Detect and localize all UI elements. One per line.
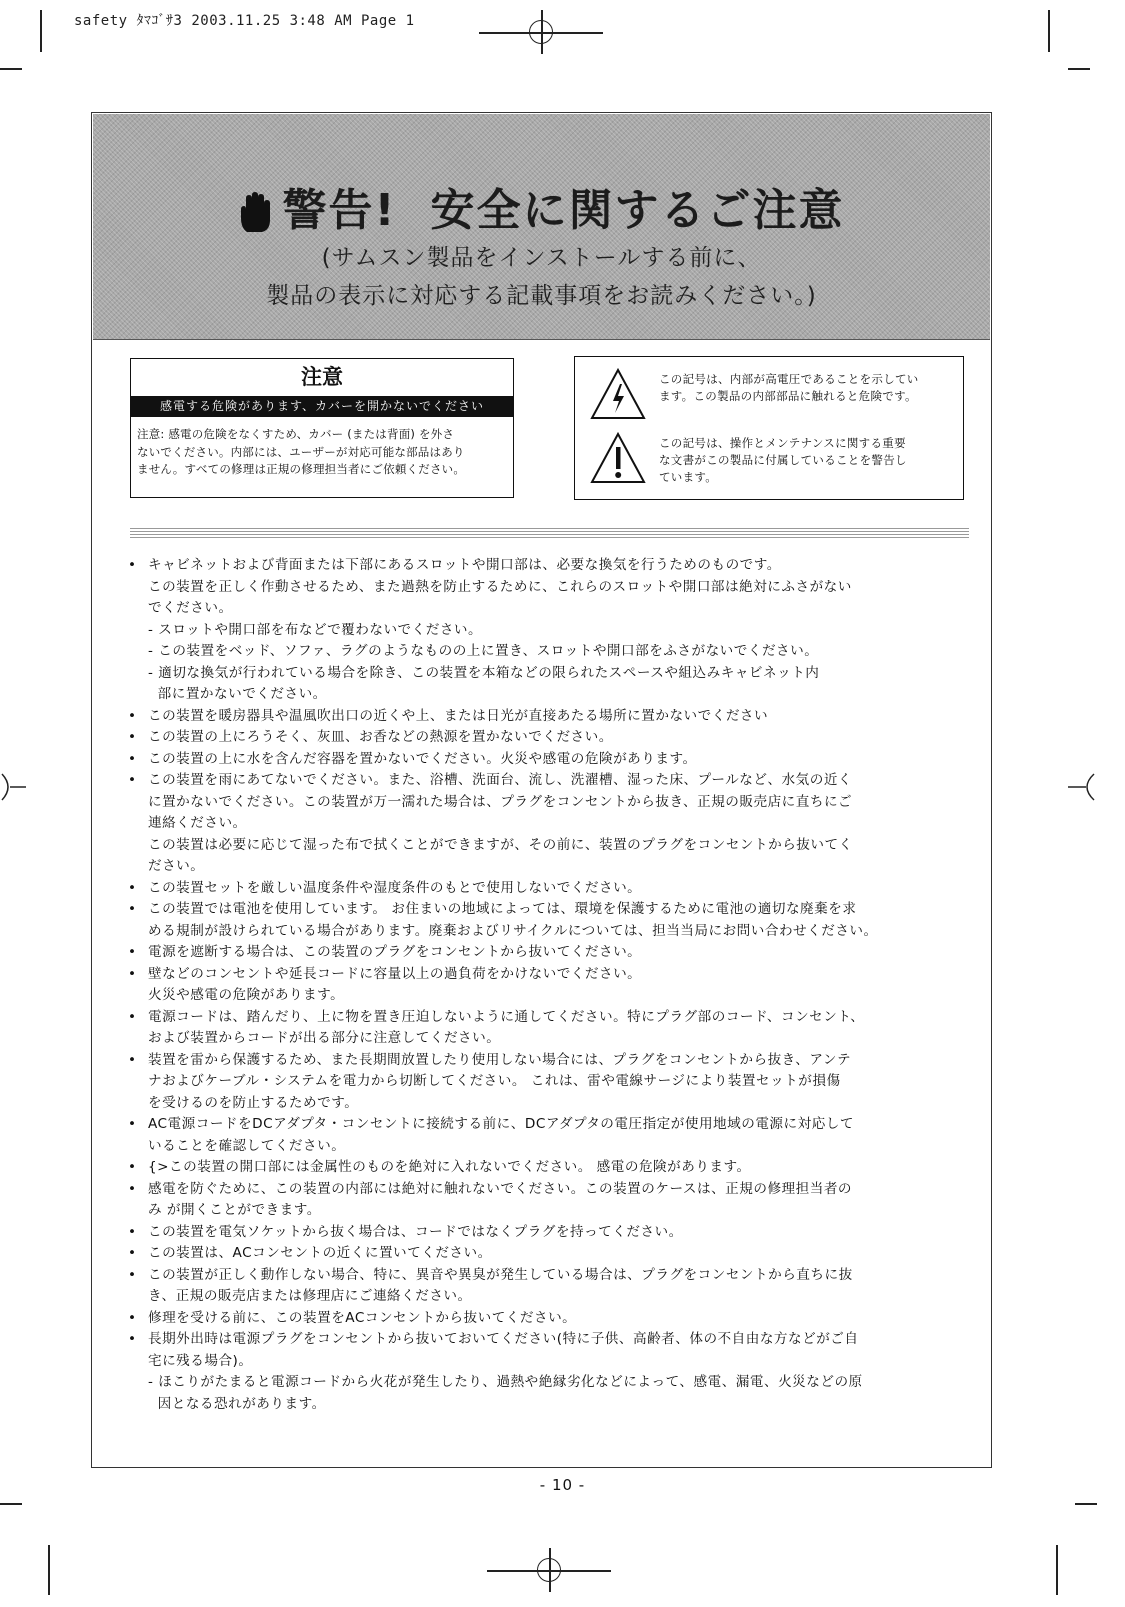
crop-mark [1075, 1503, 1097, 1505]
bullet-item [121, 1157, 983, 1179]
bullet-item [121, 1179, 983, 1222]
symbol-text-line: ます。この製品の内部部品に触れると危険です。 [659, 389, 917, 403]
warning-banner [93, 114, 990, 340]
bullet-item [121, 706, 983, 728]
bullet-dot: • [128, 1008, 137, 1025]
bullet-dot: • [128, 1116, 137, 1132]
bullet-dot: • [128, 1051, 137, 1068]
item-line: この装置の上にろうそく、灰皿、お香などの熱源を置かないでください。 [148, 729, 613, 745]
bullet-dot: • [128, 1245, 137, 1261]
item-line: キャビネットおよび背面または下部にあるスロットや開口部は、必要な換気を行うためのものです。 [148, 557, 781, 573]
bullet-item [121, 878, 983, 900]
bullet-dot: • [128, 1266, 137, 1283]
item-line: この装置は必要に応じて湿った布で拭くことができますが、その前に、装置のプラグをコンセントから抜いてく [148, 836, 853, 853]
bullet-dot: • [128, 901, 137, 917]
bullet-item [121, 770, 983, 878]
item-line: 装置を雷から保護するため、また長期間放置したり使用しない場合には、プラグをコンセントから抜き、アンテ [148, 1051, 852, 1068]
bullet-item [121, 899, 983, 942]
item-line: この装置が正しく動作しない場合、特に、異音や異臭が発生している場合は、プラグをコンセントから直ちに抜 [148, 1266, 853, 1283]
symbol-text-line: な文書がこの製品に付属していることを警告し [659, 453, 907, 467]
crop-mark [40, 10, 42, 52]
bullet-dot: • [128, 1223, 137, 1240]
sub-item [121, 663, 983, 706]
lightning-description [659, 371, 955, 405]
item-line: - スロットや開口部を布などで覆わないでください。 [148, 621, 483, 638]
caution-heading: 注意 [301, 365, 343, 389]
bullet-item [121, 964, 983, 1007]
item-line: および装置からコードが出る部分に注意してください。 [148, 1030, 501, 1046]
registration-mark [527, 1548, 571, 1592]
bullet-dot: • [128, 1309, 137, 1326]
crop-mark [1056, 1545, 1058, 1595]
item-line: 電源を遮断する場合は、この装置のプラグをコンセントから抜いてください。 [148, 944, 642, 960]
banner-subtitle-2: 製品の表示に対応する記載事項をお読みください。) [266, 283, 817, 309]
safety-instruction-list [121, 555, 983, 1415]
print-slug: safety ﾀﾏｺﾞｻ3 2003.11.25 3:48 AM Page 1 [74, 13, 415, 29]
bullet-item [121, 749, 983, 771]
crop-mark [0, 68, 22, 70]
bullet-dot: • [128, 1159, 137, 1175]
banner-subtitle-1: (サムスン製品をインストールする前に、 [321, 245, 762, 271]
exclamation-warning-icon [589, 431, 647, 485]
bullet-item [121, 1007, 983, 1050]
banner-title-safety: 安全に関するご注意 [430, 185, 845, 236]
item-line: この装置を暖房器具や温風吹出口の近くや上、または日光が直接あたる場所に置かないでください [148, 707, 769, 724]
bullet-dot: • [128, 1180, 137, 1197]
bullet-dot: • [128, 965, 137, 982]
item-line: 宅に残る場合)。 [148, 1352, 253, 1369]
crop-mark [48, 1545, 50, 1595]
bullet-dot: • [128, 772, 137, 788]
caution-banner: 感電する危険があります、カバーを開かないでください [131, 396, 513, 417]
sub-item [121, 620, 983, 642]
bullet-item [121, 942, 983, 964]
item-line: この装置を正しく作動させるため、また過熱を防止するために、これらのスロットや開口部は絶対にふさがない [148, 578, 852, 595]
side-registration-mark [0, 772, 26, 802]
sub-item [121, 641, 983, 663]
bullet-item [121, 555, 983, 620]
bullet-item [121, 1114, 983, 1157]
item-line: でください。 [148, 600, 233, 616]
item-line: 長期外出時は電源プラグをコンセントから抜いておいてください(特に子供、高齢者、体の不自由な方などがご自 [148, 1331, 859, 1347]
sub-item [121, 1372, 983, 1415]
section-divider [130, 528, 969, 538]
item-line: この装置セットを厳しい温度条件や湿度条件のもとで使用しないでください。 [148, 879, 642, 896]
item-line: き、正規の販売店または修理店にご連絡ください。 [148, 1288, 472, 1304]
exclamation-description [659, 435, 955, 486]
page-number: - 10 - [539, 1476, 586, 1494]
page-frame [91, 112, 992, 1468]
item-line: この装置を雨にあてないでください。また、浴槽、洗面台、流し、洗濯槽、湿った床、プールなど、水気の近く [148, 772, 853, 788]
bullet-item [121, 1050, 983, 1115]
item-line: この装置は、ACコンセントの近くに置いてください。 [148, 1245, 492, 1261]
bullet-item [121, 1329, 983, 1372]
symbol-row-lightning [575, 365, 963, 425]
side-registration-mark [1068, 772, 1096, 802]
bullet-item [121, 1243, 983, 1265]
caution-box [130, 358, 514, 498]
item-line: 壁などのコンセントや延長コードに容量以上の過負荷をかけないでください。 [148, 965, 642, 982]
registration-mark [519, 10, 563, 54]
bullet-dot: • [128, 1331, 137, 1347]
item-line: いることを確認してください。 [148, 1137, 346, 1154]
banner-title-warning: 警告! [282, 185, 397, 236]
item-line: ださい。 [148, 858, 205, 874]
hand-stop-icon [238, 192, 272, 234]
item-line: この装置を電気ソケットから抜く場合は、コードではなくプラグを持ってください。 [148, 1223, 683, 1240]
item-line: 因となる恐れがあります。 [148, 1395, 326, 1412]
symbol-explanation-box [574, 356, 964, 500]
bullet-item [121, 1222, 983, 1244]
symbol-text-line: ています。 [659, 470, 718, 484]
item-line: める規制が設けられている場合があります。廃棄およびリサイクルについては、担当当局にお問い合わせください。 [148, 922, 878, 939]
caution-line: ないでください。内部には、ユーザーが対応可能な部品はあり [137, 444, 465, 459]
caution-line: 注意: 感電の危険をなくすため、カバー (または背面) を外さ [137, 427, 455, 441]
crop-mark [1068, 68, 1090, 70]
crop-mark [1048, 10, 1050, 52]
item-line: この装置では電池を使用しています。 お住まいの地域によっては、環境を保護するために電池の適切な廃棄を求 [148, 901, 857, 917]
banner-title [93, 174, 990, 238]
item-line: - 適切な換気が行われている場合を除き、この装置を本箱などの限られたスペースや組込みキャビネット内 [148, 664, 820, 681]
symbol-row-exclamation [575, 429, 963, 489]
item-line: ナおよびケーブル・システムを電力から切断してください。 これは、雷や電線サージにより装置セットが損傷 [148, 1073, 841, 1089]
item-line: み が開くことができます。 [148, 1202, 321, 1218]
item-line: この装置の上に水を含んだ容器を置かないでください。火災や感電の危険があります。 [148, 750, 697, 767]
item-line: を受けるのを防止するためです。 [148, 1094, 359, 1111]
item-line: 火災や感電の危険があります。 [148, 987, 345, 1003]
bullet-dot: • [128, 879, 137, 896]
item-line: 修理を受ける前に、この装置をACコンセントから抜いてください。 [148, 1309, 577, 1326]
bullet-item [121, 1265, 983, 1308]
bullet-item [121, 727, 983, 749]
item-line: 連絡ください。 [148, 815, 247, 831]
item-line: 感電を防ぐために、この装置の内部には絶対に触れないでください。この装置のケースは、正規の修理担当者の [148, 1180, 853, 1197]
bullet-dot: • [128, 707, 137, 724]
bullet-dot: • [128, 729, 137, 745]
bullet-dot: • [128, 750, 137, 767]
item-line: 電源コードは、踏んだり、上に物を置き圧迫しないように通してください。特にプラグ部のコード、コンセント、 [148, 1008, 865, 1025]
bullet-dot: • [128, 557, 137, 573]
crop-mark [0, 1503, 22, 1505]
symbol-text-line: この記号は、内部が高電圧であることを示してい [659, 372, 919, 386]
bullet-dot: • [128, 944, 137, 960]
item-line: {>この装置の開口部には金属性のものを絶対に入れないでください。 感電の危険があります。 [148, 1159, 751, 1175]
lightning-warning-icon [589, 367, 647, 421]
item-line: - この装置をベッド、ソファ、ラグのようなものの上に置き、スロットや開口部をふさがないでください。 [148, 643, 819, 659]
symbol-text-line: この記号は、操作とメンテナンスに関する重要 [659, 436, 906, 450]
item-line: AC電源コードをDCアダプタ・コンセントに接続する前に、DCアダプタの電圧指定が使用地域の電源に対応して [148, 1116, 854, 1132]
caution-line: ません。すべての修理は正規の修理担当者にご依頼ください。 [137, 462, 466, 476]
item-line: に置かないでください。この装置が万一濡れた場合は、プラグをコンセントから抜き、正規の販売店に直ちにご [148, 793, 853, 810]
item-line: 部に置かないでください。 [148, 686, 327, 702]
item-line: - ほこりがたまると電源コードから火花が発生したり、過熱や絶縁劣化などによって、感電、漏電、火災などの原 [148, 1374, 863, 1390]
caution-body [131, 417, 513, 479]
bullet-item [121, 1308, 983, 1330]
